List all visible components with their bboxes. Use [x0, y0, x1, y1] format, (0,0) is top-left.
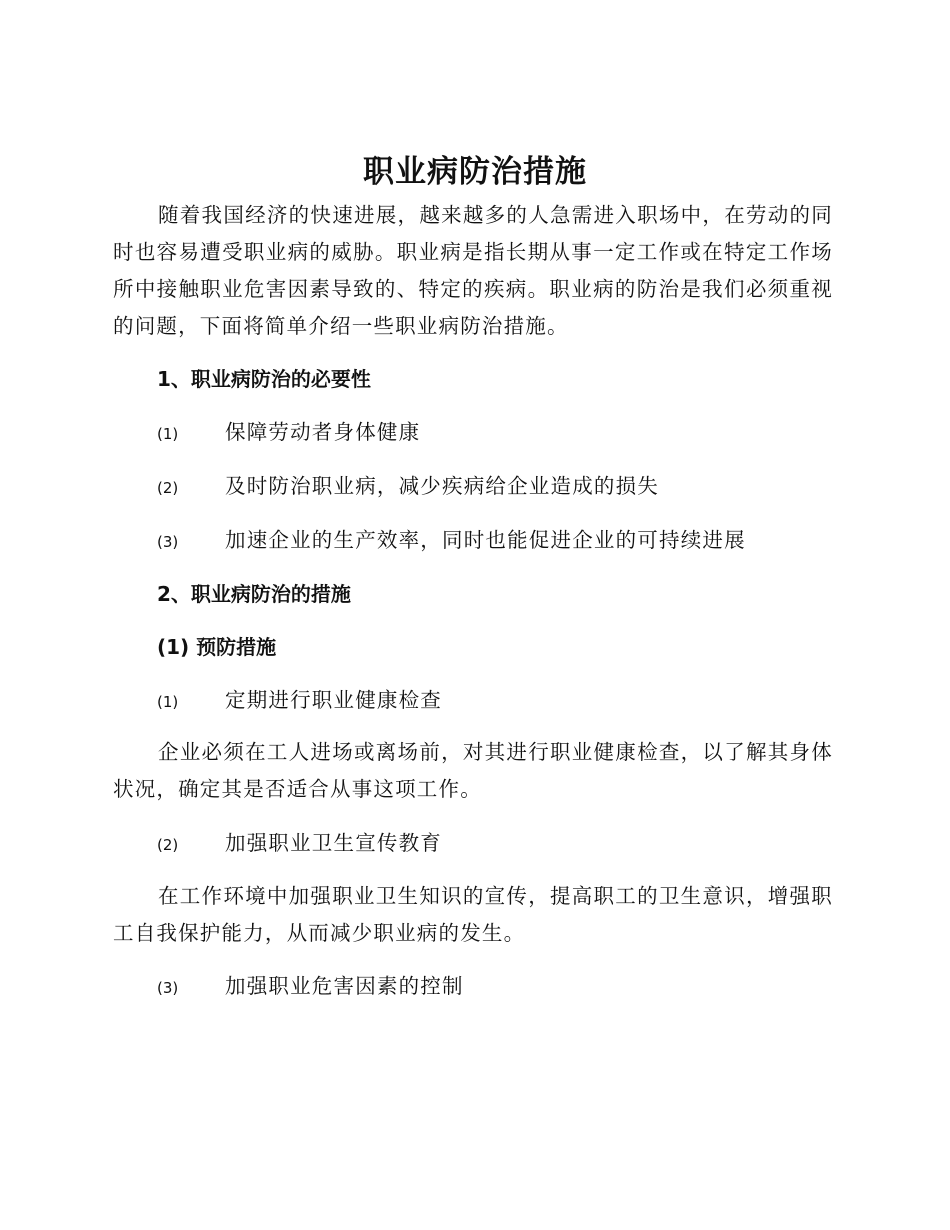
section-1-item-1: [157, 417, 420, 447]
section-1-heading: 1、职业病防治的必要性: [157, 367, 371, 391]
item-text: 加强职业危害因素的控制: [225, 974, 464, 998]
item-number: (1): [157, 693, 179, 711]
item-number: (3): [157, 979, 179, 997]
item-number: (2): [157, 479, 179, 497]
section-2-item-1-description: 企业必须在工人进场或离场前，对其进行职业健康检查，以了解其身体状况，确定其是否适合从事这项工作。: [113, 740, 833, 801]
section-2-heading: 2、职业病防治的措施: [157, 582, 351, 606]
intro-paragraph: 随着我国经济的快速进展，越来越多的人急需进入职场中，在劳动的同时也容易遭受职业病的威胁。职业病是指长期从事一定工作或在特定工作场所中接触职业危害因素导致的、特定的疾病。职业病的防治是我们必须重视的问题，下面将简单介绍一些职业病防治措施。: [113, 203, 833, 338]
section-1-item-3: [157, 525, 746, 555]
section-2-item-2: [157, 828, 442, 858]
item-number: (2): [157, 836, 179, 854]
item-text: 保障劳动者身体健康: [225, 420, 421, 444]
document-title: 职业病防治措施: [363, 154, 587, 190]
item-text: 定期进行职业健康检查: [225, 688, 442, 712]
item-text: 加速企业的生产效率，同时也能促进企业的可持续进展: [225, 528, 746, 552]
section-2-subheading: (1) 预防措施: [157, 635, 277, 659]
section-1-item-2: [157, 471, 659, 501]
section-2-item-2-description: 在工作环境中加强职业卫生知识的宣传，提高职工的卫生意识，增强职工自我保护能力，从而减少职业病的发生。: [113, 884, 833, 945]
section-2-item-3: [157, 971, 464, 1001]
item-text: 加强职业卫生宣传教育: [225, 831, 442, 855]
item-number: (3): [157, 533, 179, 551]
item-text: 及时防治职业病，减少疾病给企业造成的损失: [225, 474, 659, 498]
item-number: (1): [157, 425, 179, 443]
section-2-item-1: [157, 685, 442, 715]
